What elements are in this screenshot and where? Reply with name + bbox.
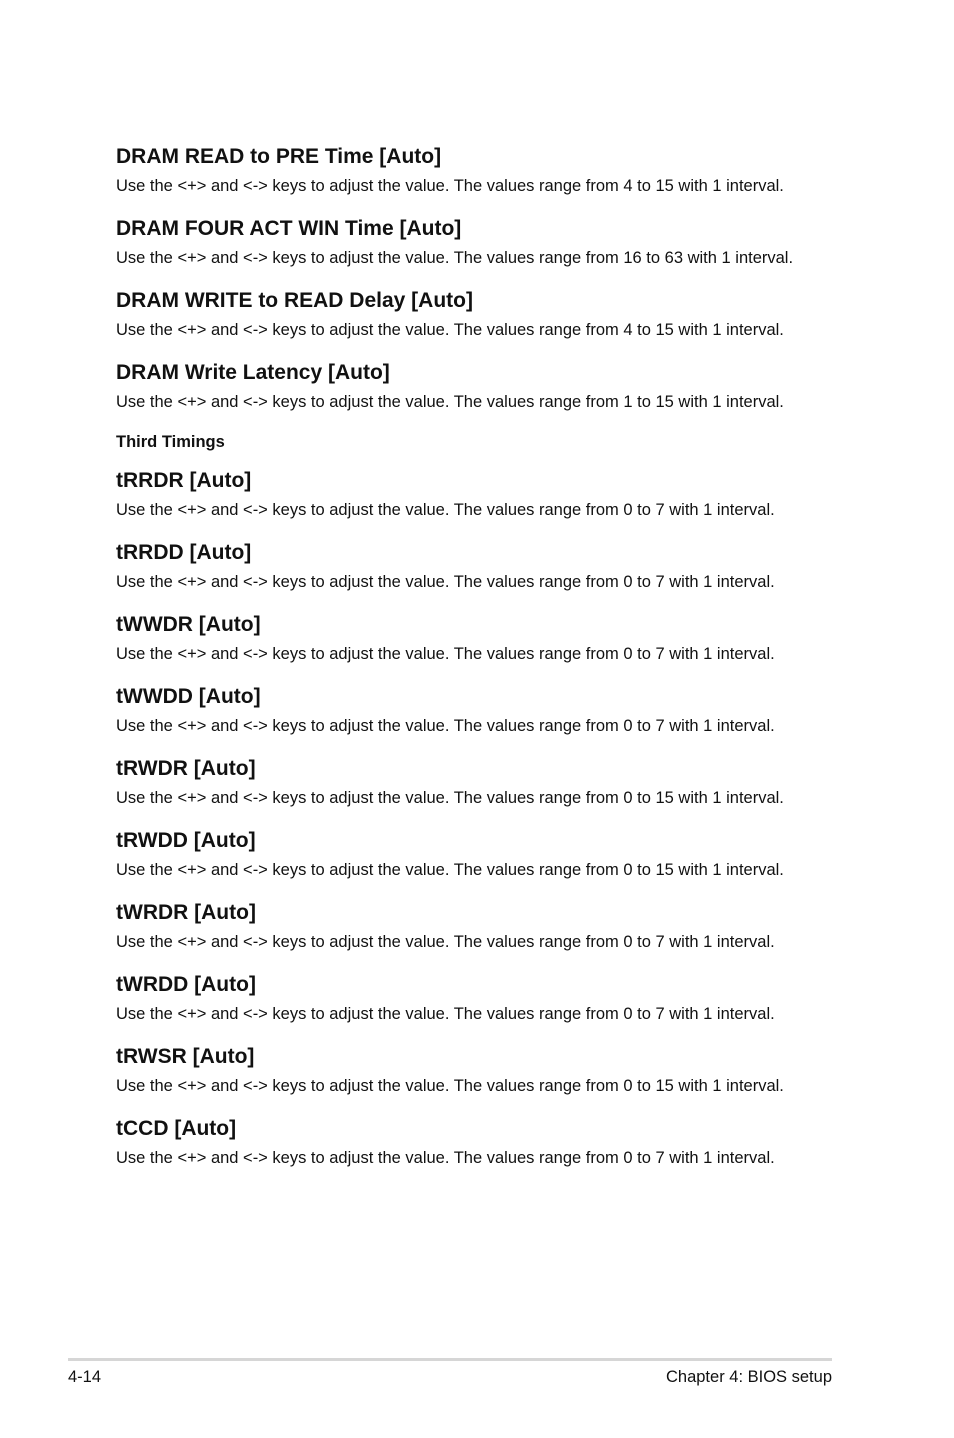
setting-description: Use the <+> and <-> keys to adjust the value. The values range from 0 to 15 with 1 interval.: [116, 861, 784, 879]
dram-timing-group: [116, 143, 876, 413]
setting-title: tRWDD [Auto]: [116, 829, 256, 852]
setting-description: Use the <+> and <-> keys to adjust the value. The values range from 0 to 7 with 1 interval.: [116, 1149, 775, 1167]
page-content: [116, 143, 876, 1187]
setting-description: Use the <+> and <-> keys to adjust the value. The values range from 0 to 7 with 1 interval.: [116, 645, 775, 663]
setting-title: DRAM Write Latency [Auto]: [116, 361, 390, 384]
setting-title: tWWDR [Auto]: [116, 613, 261, 636]
chapter-title: Chapter 4: BIOS setup: [665, 1368, 832, 1386]
setting-description: Use the <+> and <-> keys to adjust the value. The values range from 0 to 7 with 1 interval.: [116, 501, 775, 519]
setting-title: tRWDR [Auto]: [116, 757, 256, 780]
setting-description: Use the <+> and <-> keys to adjust the value. The values range from 0 to 15 with 1 interval.: [116, 1077, 784, 1095]
setting-title: tCCD [Auto]: [116, 1117, 237, 1140]
page-number: 4-14: [68, 1368, 102, 1386]
setting-description: Use the <+> and <-> keys to adjust the value. The values range from 4 to 15 with 1 interval.: [116, 177, 784, 195]
setting-title: tRWSR [Auto]: [116, 1045, 255, 1068]
setting-description: Use the <+> and <-> keys to adjust the value. The values range from 0 to 7 with 1 interval.: [116, 573, 775, 591]
setting-description: Use the <+> and <-> keys to adjust the value. The values range from 0 to 7 with 1 interval.: [116, 1005, 775, 1023]
setting-title: tWRDR [Auto]: [116, 901, 256, 924]
setting-title: tWRDD [Auto]: [116, 973, 256, 996]
footer-divider: [68, 1358, 832, 1361]
setting-title: DRAM FOUR ACT WIN Time [Auto]: [116, 217, 462, 240]
setting-description: Use the <+> and <-> keys to adjust the value. The values range from 0 to 7 with 1 interval.: [116, 933, 775, 951]
setting-description: Use the <+> and <-> keys to adjust the value. The values range from 1 to 15 with 1 interval.: [116, 393, 784, 411]
setting-description: Use the <+> and <-> keys to adjust the value. The values range from 0 to 15 with 1 interval.: [116, 789, 784, 807]
subsection-heading: Third Timings: [116, 433, 225, 451]
setting-description: Use the <+> and <-> keys to adjust the value. The values range from 16 to 63 with 1 interval.: [116, 249, 794, 267]
third-timings-group: [116, 467, 876, 1169]
setting-title: tRRDR [Auto]: [116, 469, 252, 492]
setting-description: Use the <+> and <-> keys to adjust the value. The values range from 0 to 7 with 1 interval.: [116, 717, 775, 735]
setting-title: DRAM READ to PRE Time [Auto]: [116, 145, 442, 168]
setting-description: Use the <+> and <-> keys to adjust the value. The values range from 4 to 15 with 1 interval.: [116, 321, 784, 339]
setting-title: tRRDD [Auto]: [116, 541, 252, 564]
setting-title: tWWDD [Auto]: [116, 685, 261, 708]
setting-title: DRAM WRITE to READ Delay [Auto]: [116, 289, 473, 312]
